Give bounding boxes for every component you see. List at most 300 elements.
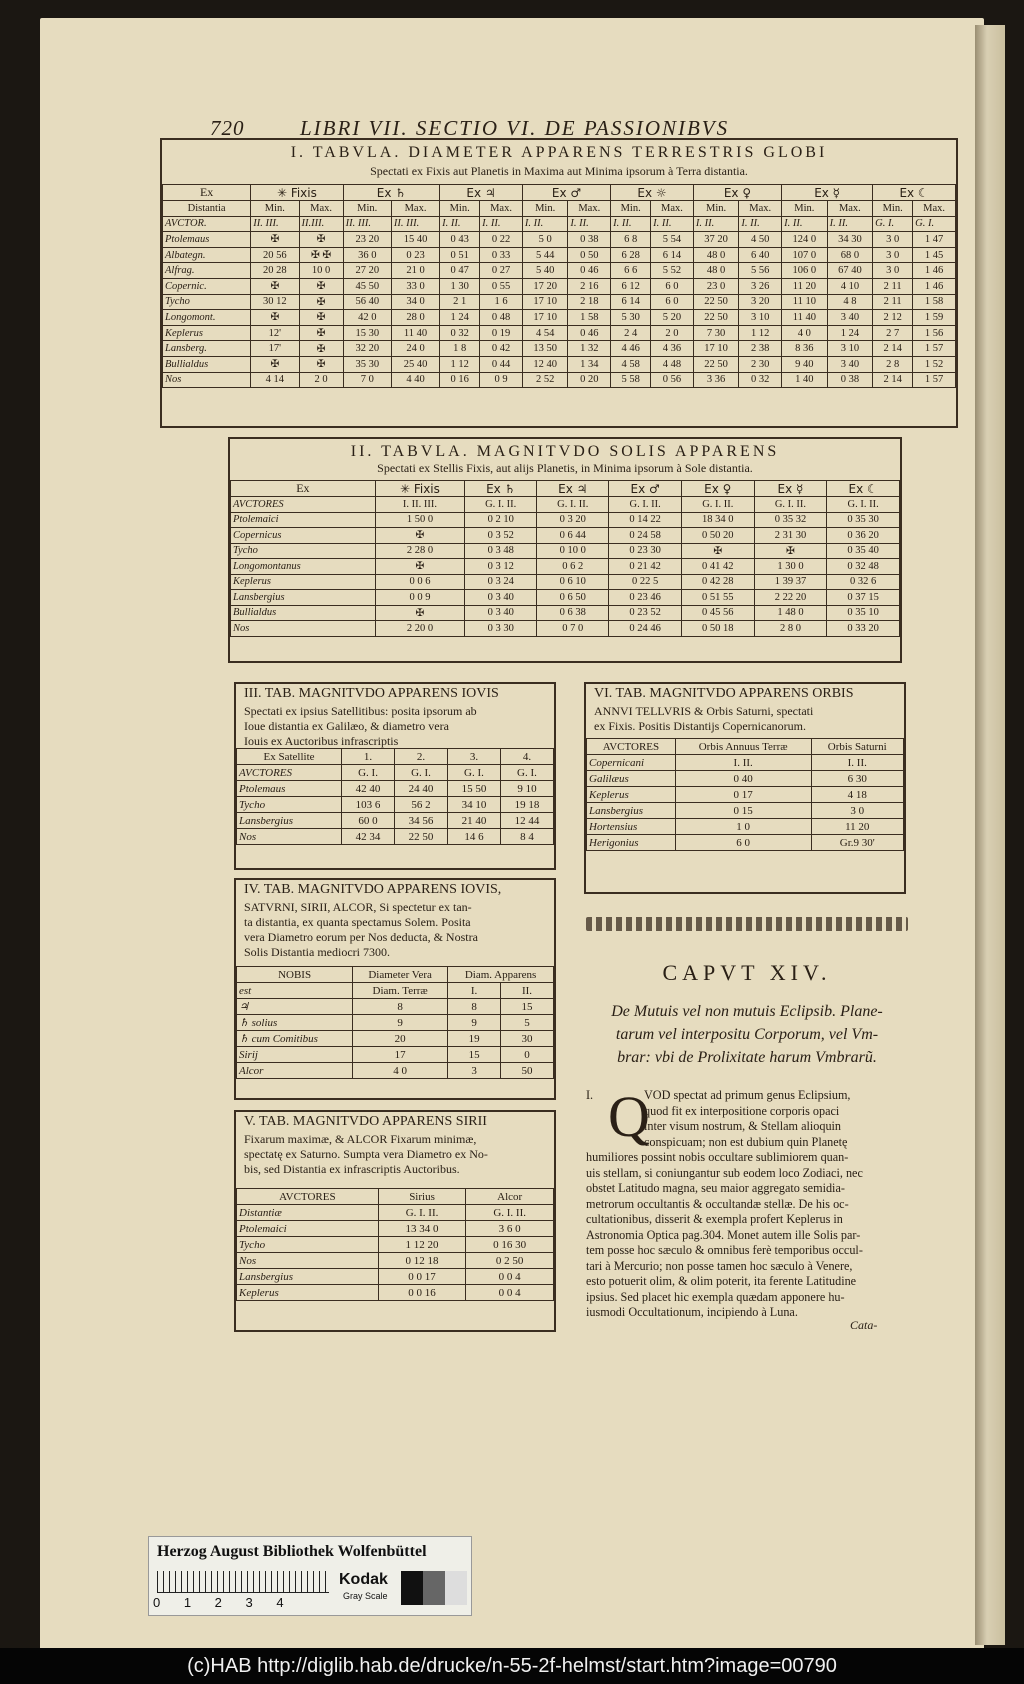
author-cell: Longomontanus bbox=[231, 559, 376, 575]
table-cell: ✠ bbox=[251, 278, 299, 294]
table-cell: 22 50 bbox=[693, 294, 739, 310]
table-row bbox=[237, 1221, 554, 1237]
table-cell: 22 50 bbox=[693, 356, 739, 372]
author-cell: Keplerus bbox=[587, 787, 676, 803]
table-cell: ✠ bbox=[299, 310, 343, 326]
table-cell: 22 50 bbox=[395, 829, 448, 845]
table-cell: 0 21 42 bbox=[609, 559, 682, 575]
table-1-unit: G. I. bbox=[913, 216, 956, 232]
table-cell: 60 0 bbox=[342, 813, 395, 829]
author-cell: Alcor bbox=[237, 1063, 353, 1079]
author-cell: Bullialdus bbox=[231, 605, 376, 621]
table-cell: 0 23 52 bbox=[609, 605, 682, 621]
author-cell: Keplerus bbox=[237, 1285, 379, 1301]
table-cell: 32 20 bbox=[343, 341, 391, 357]
table-cell: 4 18 bbox=[811, 787, 904, 803]
ornament-rule bbox=[586, 917, 908, 931]
table-cell: 0 22 bbox=[480, 232, 523, 248]
table-cell: 1 0 bbox=[675, 819, 811, 835]
table-row bbox=[587, 835, 904, 851]
table-cell: 1 12 bbox=[739, 325, 782, 341]
table-row bbox=[237, 1237, 554, 1253]
table-cell: ✠ bbox=[375, 528, 464, 544]
table-2-unit: G. I. II. bbox=[465, 497, 537, 513]
running-title: LIBRI VII. SECTIO VI. DE PASSIONIBVS bbox=[300, 116, 730, 140]
table-cell: 56 2 bbox=[395, 797, 448, 813]
table5-column-header: Alcor bbox=[466, 1189, 554, 1205]
author-cell: ♄ solius bbox=[237, 1015, 353, 1031]
table-cell: 0 6 2 bbox=[537, 559, 609, 575]
table-1-unit-row bbox=[163, 216, 956, 232]
table-2-unit: G. I. II. bbox=[827, 497, 900, 513]
table5-subheader: G. I. II. bbox=[466, 1205, 554, 1221]
table-cell: 19 18 bbox=[500, 797, 553, 813]
table-cell: 17 10 bbox=[693, 341, 739, 357]
table-cell: 3 0 bbox=[873, 247, 913, 263]
table-row bbox=[237, 781, 554, 797]
table-cell: 42 0 bbox=[343, 310, 391, 326]
table-cell: 0 38 bbox=[568, 232, 611, 248]
table5-header-row bbox=[237, 1189, 554, 1205]
table-1-subheader: Max. bbox=[568, 201, 611, 217]
table-row bbox=[237, 1269, 554, 1285]
table-1-ex-row bbox=[163, 185, 956, 201]
table-cell: ✠ bbox=[754, 543, 827, 559]
chapter-body bbox=[586, 1084, 908, 1321]
table-2-column-header: Ex ☾ bbox=[827, 481, 900, 497]
table-cell: 0 44 bbox=[480, 356, 523, 372]
table3-subheader: G. I. bbox=[448, 765, 501, 781]
author-cell: Lansbergius bbox=[587, 803, 676, 819]
table-cell: 0 3 40 bbox=[465, 590, 537, 606]
table-cell: 0 51 bbox=[440, 247, 480, 263]
table5-column-header: Sirius bbox=[378, 1189, 466, 1205]
table-cell: 6 30 bbox=[811, 771, 904, 787]
table-1-unit: I. II. bbox=[611, 216, 651, 232]
table-2-column-header: Ex ☿ bbox=[754, 481, 827, 497]
chapter-subtitle: De Mutuis vel non mutuis Eclipsib. Plane- tarum vel interpositu Corporum, vel Vm- brar: vbi de Prolixitate harum Vmbrarũ. bbox=[611, 1003, 883, 1066]
table-cell: 0 50 20 bbox=[681, 528, 754, 544]
table-row bbox=[587, 819, 904, 835]
table-1-distance-row bbox=[163, 201, 956, 217]
body-line: esto potuerit olim, & olim poterit, ita ferente Latitudine bbox=[586, 1274, 857, 1288]
table-cell: ✠ ✠ bbox=[299, 247, 343, 263]
table-cell: 2 11 bbox=[873, 278, 913, 294]
table6-column-header: Orbis Saturni bbox=[811, 739, 904, 755]
table-cell: 0 47 bbox=[440, 263, 480, 279]
author-cell: Longomont. bbox=[163, 310, 251, 326]
table-1-column-header: Ex ☾ bbox=[873, 185, 956, 201]
table-cell: ✠ bbox=[299, 341, 343, 357]
table-cell: 1 52 bbox=[913, 356, 956, 372]
body-line: cultationibus, disserit & exempla profert Keplerus in bbox=[586, 1212, 843, 1226]
table-2-unit: G. I. II. bbox=[754, 497, 827, 513]
table-row bbox=[237, 1063, 554, 1079]
table-cell: 1 45 bbox=[913, 247, 956, 263]
table-row bbox=[237, 1031, 554, 1047]
table-cell: 5 20 bbox=[651, 310, 694, 326]
table-1-unit: AVCTOR. bbox=[163, 216, 251, 232]
table6-header-row bbox=[587, 739, 904, 755]
table-cell: 34 10 bbox=[448, 797, 501, 813]
table-cell: 124 0 bbox=[782, 232, 828, 248]
table-cell: Gr.9 30' bbox=[811, 835, 904, 851]
author-cell: Nos bbox=[163, 372, 251, 388]
author-cell: Nos bbox=[237, 1253, 379, 1269]
table-2-unit: G. I. II. bbox=[537, 497, 609, 513]
table-cell: 1 58 bbox=[568, 310, 611, 326]
library-scale-card bbox=[148, 1536, 472, 1616]
table-cell: 4 58 bbox=[611, 356, 651, 372]
table-cell: ✠ bbox=[251, 356, 299, 372]
table-cell: 48 0 bbox=[693, 247, 739, 263]
table-cell: 2 0 bbox=[299, 372, 343, 388]
table-cell: 0 51 55 bbox=[681, 590, 754, 606]
table4-subheader: Diam. Terræ bbox=[353, 983, 448, 999]
table-cell: 0 35 30 bbox=[827, 512, 900, 528]
table4-sub-row bbox=[237, 983, 554, 999]
table-cell: 0 50 bbox=[568, 247, 611, 263]
table-cell: 4 36 bbox=[651, 341, 694, 357]
table-cell: 2 18 bbox=[568, 294, 611, 310]
table5-column-header: AVCTORES bbox=[237, 1189, 379, 1205]
body-line: tari à Mercurio; non posse tamen hoc sæculo à Venere, bbox=[586, 1258, 853, 1273]
table-cell: 1 24 bbox=[827, 325, 873, 341]
table-row bbox=[163, 232, 956, 248]
table-cell: 0 3 30 bbox=[465, 621, 537, 637]
table-cell: 0 16 30 bbox=[466, 1237, 554, 1253]
table-cell: 9 bbox=[353, 1015, 448, 1031]
catchword: Cata- bbox=[850, 1318, 878, 1332]
table-cell: 0 38 bbox=[827, 372, 873, 388]
table-cell: 0 23 bbox=[391, 247, 439, 263]
table-cell: 15 40 bbox=[391, 232, 439, 248]
table-row bbox=[237, 813, 554, 829]
table-cell: 48 0 bbox=[693, 263, 739, 279]
table-cell: 1 30 0 bbox=[754, 559, 827, 575]
table-cell: 0 3 40 bbox=[465, 605, 537, 621]
table-cell: 0 15 bbox=[675, 803, 811, 819]
table-2-unit: G. I. II. bbox=[681, 497, 754, 513]
table-4-grid bbox=[236, 966, 554, 1079]
author-cell: ♄ cum Comitibus bbox=[237, 1031, 353, 1047]
table-row bbox=[587, 771, 904, 787]
table-1-column-header: Ex bbox=[163, 185, 251, 201]
table-cell: 17 20 bbox=[522, 278, 568, 294]
table-cell: 0 6 50 bbox=[537, 590, 609, 606]
table-cell: 5 58 bbox=[611, 372, 651, 388]
gray-swatch-light bbox=[445, 1571, 467, 1605]
table-cell: 0 20 bbox=[568, 372, 611, 388]
table-2-grid bbox=[230, 480, 900, 637]
table-cell: 0 45 56 bbox=[681, 605, 754, 621]
table-cell: 0 43 bbox=[440, 232, 480, 248]
table-cell: ✠ bbox=[375, 605, 464, 621]
page-number: 720 bbox=[210, 116, 245, 140]
table-cell: 3 10 bbox=[827, 341, 873, 357]
table-cell: 56 40 bbox=[343, 294, 391, 310]
table-cell: 9 10 bbox=[500, 781, 553, 797]
table-cell: 21 40 bbox=[448, 813, 501, 829]
table-row bbox=[231, 605, 900, 621]
body-line: humiliores possint nobis occultare sublimiorem quan- bbox=[586, 1150, 849, 1164]
table-cell: 2 7 bbox=[873, 325, 913, 341]
table3-column-header: Ex Satellite bbox=[237, 749, 342, 765]
table-row bbox=[237, 1285, 554, 1301]
table-1-subtitle: Spectati ex Fixis aut Planetis in Maxima aut Minima ipsorum à Terra distantia. bbox=[370, 164, 748, 178]
table-cell: 0 41 42 bbox=[681, 559, 754, 575]
table-1-column-header: Ex ♄ bbox=[343, 185, 440, 201]
table-cell: 42 40 bbox=[342, 781, 395, 797]
table-cell: 2 52 bbox=[522, 372, 568, 388]
table-1-subheader: Min. bbox=[440, 201, 480, 217]
table-row bbox=[231, 512, 900, 528]
table-cell: 13 34 0 bbox=[378, 1221, 466, 1237]
table-4-title: IV. TAB. MAGNITVDO APPARENS IOVIS, bbox=[244, 882, 502, 897]
table-cell: 1 6 bbox=[480, 294, 523, 310]
table-cell: 10 0 bbox=[299, 263, 343, 279]
table-cell: 11 20 bbox=[782, 278, 828, 294]
table-cell: 0 9 bbox=[480, 372, 523, 388]
table-2-column-header: ✳ Fixis bbox=[375, 481, 464, 497]
table-2-column-header: Ex ♀ bbox=[681, 481, 754, 497]
table4-header-row bbox=[237, 967, 554, 983]
table-cell: 20 bbox=[353, 1031, 448, 1047]
table-2-column-header: Ex ♃ bbox=[537, 481, 609, 497]
body-line: Astronomia Optica pag.304. Monet autem ille Solis par- bbox=[586, 1227, 861, 1242]
table-2-subtitle: Spectati ex Stellis Fixis, aut alijs Planetis, in Minima ipsorum à Sole distantia. bbox=[377, 461, 753, 475]
table-cell: 0 32 6 bbox=[827, 574, 900, 590]
table-cell: 67 40 bbox=[827, 263, 873, 279]
table-cell: 1 40 bbox=[782, 372, 828, 388]
table-cell: 5 0 bbox=[522, 232, 568, 248]
table-2-unit: G. I. II. bbox=[609, 497, 682, 513]
table-cell: 24 0 bbox=[391, 341, 439, 357]
table-cell: 36 0 bbox=[343, 247, 391, 263]
table-cell: 2 16 bbox=[568, 278, 611, 294]
table-1-grid bbox=[162, 184, 956, 388]
table-row bbox=[587, 787, 904, 803]
table-cell: 0 48 bbox=[480, 310, 523, 326]
table-cell: 13 50 bbox=[522, 341, 568, 357]
table-cell: 4 50 bbox=[739, 232, 782, 248]
table-cell: 1 59 bbox=[913, 310, 956, 326]
table-1-column-header: ✳ Fixis bbox=[251, 185, 343, 201]
gray-swatch-mid bbox=[423, 1571, 445, 1605]
table-cell: 12 40 bbox=[522, 356, 568, 372]
table-cell: 106 0 bbox=[782, 263, 828, 279]
table-cell: 5 52 bbox=[651, 263, 694, 279]
table-cell: 1 34 bbox=[568, 356, 611, 372]
table-cell: 5 bbox=[501, 1015, 554, 1031]
table-cell: 3 6 0 bbox=[466, 1221, 554, 1237]
table-1-column-header: Ex ♂ bbox=[522, 185, 610, 201]
table-cell: 9 40 bbox=[782, 356, 828, 372]
table4-subheader: est bbox=[237, 983, 353, 999]
author-cell: Nos bbox=[237, 829, 342, 845]
gray-scale-caption: Gray Scale bbox=[343, 1591, 388, 1601]
table-cell: 17 bbox=[353, 1047, 448, 1063]
table-cell: 0 6 44 bbox=[537, 528, 609, 544]
author-cell: Keplerus bbox=[231, 574, 376, 590]
table-cell: 2 8 0 bbox=[754, 621, 827, 637]
body-line: metrorum occultantis & occultandæ stellæ. De his oc- bbox=[586, 1196, 849, 1211]
author-cell: Keplerus bbox=[163, 325, 251, 341]
table-cell: ✠ bbox=[375, 559, 464, 575]
table3-sub-row bbox=[237, 765, 554, 781]
table-5-grid bbox=[236, 1188, 554, 1301]
table-cell: 0 3 12 bbox=[465, 559, 537, 575]
author-cell: Tycho bbox=[163, 294, 251, 310]
table-cell: ✠ bbox=[681, 543, 754, 559]
table-cell: 0 12 18 bbox=[378, 1253, 466, 1269]
table-1-unit: G. I. bbox=[873, 216, 913, 232]
table-cell: 6 6 bbox=[611, 263, 651, 279]
table3-column-header: 4. bbox=[500, 749, 553, 765]
author-cell: Lansbergius bbox=[237, 813, 342, 829]
table-cell: 14 6 bbox=[448, 829, 501, 845]
body-line: tem posse hoc sæculo & omnibus ferè temporibus occul- bbox=[586, 1243, 863, 1257]
table-cell: 1 30 bbox=[440, 278, 480, 294]
table-1-unit: II. III. bbox=[251, 216, 299, 232]
author-cell: Lansbergius bbox=[237, 1269, 379, 1285]
table-cell: 0 42 28 bbox=[681, 574, 754, 590]
table-cell: 28 0 bbox=[391, 310, 439, 326]
table-cell: 34 30 bbox=[827, 232, 873, 248]
table-cell: 0 33 20 bbox=[827, 621, 900, 637]
table-cell: 1 47 bbox=[913, 232, 956, 248]
table6-sub-row bbox=[587, 755, 904, 771]
table-cell: 1 32 bbox=[568, 341, 611, 357]
table-cell: 11 10 bbox=[782, 294, 828, 310]
table-cell: 3 40 bbox=[827, 310, 873, 326]
table-cell: 1 46 bbox=[913, 263, 956, 279]
author-cell: Hortensius bbox=[587, 819, 676, 835]
table-row bbox=[237, 1047, 554, 1063]
table-cell: 4 0 bbox=[353, 1063, 448, 1079]
table-cell: 2 22 20 bbox=[754, 590, 827, 606]
table-cell: 0 23 30 bbox=[609, 543, 682, 559]
table-cell: 3 26 bbox=[739, 278, 782, 294]
table-cell: 3 36 bbox=[693, 372, 739, 388]
table-cell: 3 0 bbox=[873, 232, 913, 248]
table-1-subheader: Min. bbox=[782, 201, 828, 217]
table-cell: 37 20 bbox=[693, 232, 739, 248]
table4-subheader: I. bbox=[448, 983, 501, 999]
table-6-lines: ANNVI TELLVRIS & Orbis Saturni, spectati ex Fixis. Positis Distantijs Copernicanorum. bbox=[594, 704, 814, 733]
table-cell: 2 14 bbox=[873, 341, 913, 357]
table-1-subheader: Min. bbox=[873, 201, 913, 217]
table-1-subheader: Distantia bbox=[163, 201, 251, 217]
table-cell: 19 bbox=[448, 1031, 501, 1047]
table-cell: 6 40 bbox=[739, 247, 782, 263]
table-cell: 2 8 bbox=[873, 356, 913, 372]
table-cell: 50 bbox=[501, 1063, 554, 1079]
author-cell: Copernicus bbox=[231, 528, 376, 544]
body-line: ipsius. Sed placet hic exempla quædam apponere hu- bbox=[586, 1289, 845, 1304]
table-cell: 0 35 40 bbox=[827, 543, 900, 559]
author-cell: Ptolemaici bbox=[237, 1221, 379, 1237]
table3-subheader: G. I. bbox=[342, 765, 395, 781]
table-6-grid bbox=[586, 738, 904, 851]
table-5-lines: Fixarum maximæ, & ALCOR Fixarum minimæ, spectatę ex Saturno. Sumpta vera Diametro ex No- bis, sed Distantia ex infrascriptis Auctoribus. bbox=[244, 1132, 488, 1176]
table-cell: ✠ bbox=[299, 232, 343, 248]
table-cell: ✠ bbox=[299, 278, 343, 294]
table-cell: 23 0 bbox=[693, 278, 739, 294]
table3-column-header: 1. bbox=[342, 749, 395, 765]
table-cell: 2 28 0 bbox=[375, 543, 464, 559]
table-3-grid bbox=[236, 748, 554, 845]
table-cell: 18 34 0 bbox=[681, 512, 754, 528]
table-cell: 24 40 bbox=[395, 781, 448, 797]
table-cell: 0 32 bbox=[440, 325, 480, 341]
table-cell: 0 14 22 bbox=[609, 512, 682, 528]
table-cell: 0 46 bbox=[568, 263, 611, 279]
table-row bbox=[163, 278, 956, 294]
table-cell: 0 0 9 bbox=[375, 590, 464, 606]
table-1-subheader: Max. bbox=[913, 201, 956, 217]
table-5-title: V. TAB. MAGNITVDO APPARENS SIRII bbox=[244, 1114, 487, 1129]
table6-subheader: I. II. bbox=[675, 755, 811, 771]
table6-column-header: AVCTORES bbox=[587, 739, 676, 755]
author-cell: Lansberg. bbox=[163, 341, 251, 357]
table-2-column-header: Ex ♄ bbox=[465, 481, 537, 497]
table-cell: 0 46 bbox=[568, 325, 611, 341]
table-cell: 3 20 bbox=[739, 294, 782, 310]
table-row bbox=[237, 1015, 554, 1031]
table-cell: ✠ bbox=[299, 294, 343, 310]
table-row bbox=[163, 325, 956, 341]
table-cell: 0 50 18 bbox=[681, 621, 754, 637]
table-cell: 3 10 bbox=[739, 310, 782, 326]
table-cell: 0 32 bbox=[739, 372, 782, 388]
table-cell: 4 54 bbox=[522, 325, 568, 341]
table-1-subheader: Min. bbox=[693, 201, 739, 217]
table-cell: 17 10 bbox=[522, 310, 568, 326]
body-line: iusmodi Occultationum, incipiendo à Luna. bbox=[586, 1305, 798, 1319]
table-1-unit: II. III. bbox=[391, 216, 439, 232]
table-1-subheader: Min. bbox=[251, 201, 299, 217]
table-cell: 42 34 bbox=[342, 829, 395, 845]
table4-column-header: Diam. Apparens bbox=[448, 967, 554, 983]
table-row bbox=[163, 341, 956, 357]
table-cell: 68 0 bbox=[827, 247, 873, 263]
author-cell: Bullialdus bbox=[163, 356, 251, 372]
table-cell: 4 40 bbox=[391, 372, 439, 388]
table-cell: 45 50 bbox=[343, 278, 391, 294]
table-row bbox=[163, 247, 956, 263]
table-1-unit: I. II. bbox=[440, 216, 480, 232]
table-cell: 1 12 20 bbox=[378, 1237, 466, 1253]
table-cell: 0 6 38 bbox=[537, 605, 609, 621]
table-cell: 12 44 bbox=[500, 813, 553, 829]
table-cell: 17' bbox=[251, 341, 299, 357]
author-cell: Tycho bbox=[231, 543, 376, 559]
table-1-column-header: Ex ♀ bbox=[693, 185, 781, 201]
table6-column-header: Orbis Annuus Terræ bbox=[675, 739, 811, 755]
author-cell: Galilæus bbox=[587, 771, 676, 787]
table-cell: 5 44 bbox=[522, 247, 568, 263]
table-cell: 0 23 46 bbox=[609, 590, 682, 606]
table-1-subheader: Max. bbox=[651, 201, 694, 217]
table-4-lines: SATVRNI, SIRII, ALCOR, Si spectetur ex tan- ta distantia, ex quanta spectamus Solem. Posita vera Diametro eorum per Nos deducta, & Nostra Solis Distantia mediocri 7300. bbox=[244, 900, 478, 959]
table-1-column-header: Ex ♃ bbox=[440, 185, 523, 201]
table-cell: 0 17 bbox=[675, 787, 811, 803]
body-line: obstet Latitudo magna, seu maior aggregato semidia- bbox=[586, 1181, 845, 1195]
table-cell: 5 30 bbox=[611, 310, 651, 326]
author-cell: ♃ bbox=[237, 999, 353, 1015]
table-cell: 6 12 bbox=[611, 278, 651, 294]
